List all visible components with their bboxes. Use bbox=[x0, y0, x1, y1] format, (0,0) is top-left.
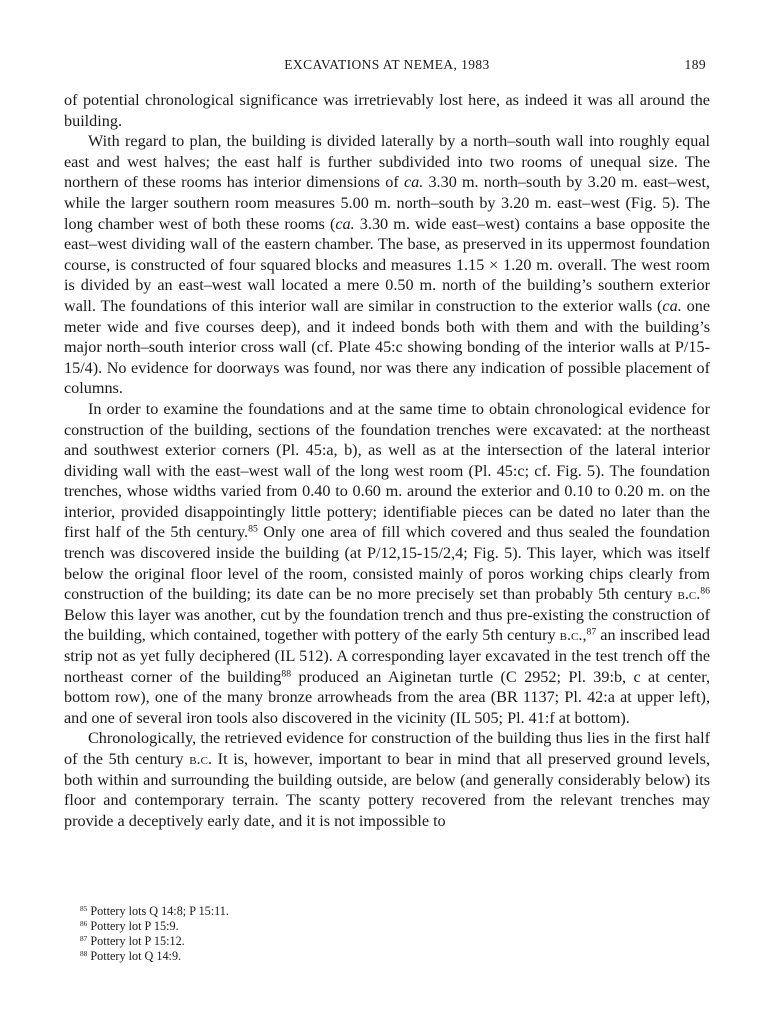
text-run: Below this layer was another, cut by the foundation trench and thus pre-existing the construction of the building, which contained, together with pottery of the early 5th century bbox=[64, 605, 710, 645]
text-run: 3.30 m. wide east–west) contains a base opposite the east–west dividing wall of the eastern chamber. The base, as preserved in its uppermost foundation course, is constructed of four squared blocks and measures 1.15 × 1.20 m. overall. The west room is divided by an east–west wall located a mere 0.50 m. north of the building’s southern exterior wall. The foundations of this interior wall are similar in construction to the exterior walls ( bbox=[64, 214, 710, 315]
footnotes bbox=[80, 904, 700, 964]
text-run: With regard to plan, the building is divided laterally by a north–south wall into roughly equal east and west halves; the east half is further subdivided into two rooms of unequal size. The northern of these rooms has interior dimensions of bbox=[64, 132, 710, 192]
italic-text: ca. bbox=[403, 173, 424, 192]
text-run: of potential chronological significance was irretrievably lost here, as indeed it was all around the building. bbox=[64, 91, 710, 130]
footnote-number: 86 bbox=[80, 918, 88, 928]
paragraph bbox=[64, 728, 710, 831]
footnote bbox=[80, 934, 700, 949]
footnote bbox=[80, 919, 700, 934]
text-run: an inscribed lead strip not as yet fully deciphered (IL 512). A corresponding layer excavated in the test trench off the northeast corner of the building bbox=[64, 626, 710, 686]
text-run: 3.30 m. north–south by 3.20 m. east–west, while the larger southern room measures 5.00 m. north–south by 3.20 m. east–west (Fig. 5). The long chamber west of both these rooms ( bbox=[64, 173, 710, 233]
paragraph bbox=[64, 90, 710, 131]
text-run: In order to examine the foundations and at the same time to obtain chronological evidence for construction of the building, sections of the foundation trenches were excavated: at the northeast and southwest exterior corners (Pl. 45:a, b), as well as at the intersection of the lateral interior dividing wall with the east–west wall of the long west room (Pl. 45:c; cf. Fig. 5). The foundation trenches, whose widths varied from 0.40 to 0.60 m. around the exterior and 0.10 to 0.20 m. on the interior, provided disappointingly little pottery; identifiable pieces can be dated no later than the first half of the 5th century. bbox=[64, 399, 710, 542]
small-caps-text: b.c. bbox=[559, 626, 583, 645]
paragraph bbox=[64, 131, 710, 399]
body-text bbox=[64, 90, 710, 831]
text-run: produced an Aiginetan turtle (C 2952; Pl. 39:b, c at center, bottom row), one of the many bronze arrowheads from the area (BR 1137; Pl. 42:a at upper left), and one of several iron tools also discovered in the vicinity (IL 505; Pl. 41:f at bottom). bbox=[64, 667, 710, 727]
footnote-ref: 87 bbox=[586, 627, 597, 639]
paragraph bbox=[64, 399, 710, 729]
footnote-text: Pottery lot P 15:9. bbox=[87, 919, 179, 933]
italic-text: ca. bbox=[662, 296, 682, 315]
text-run: Chronologically, the retrieved evidence for construction of the building thus lies in the first half of the 5th century bbox=[64, 729, 710, 768]
footnote-number: 87 bbox=[80, 933, 88, 943]
text-run: It is, however, important to bear in mind that all preserved ground levels, both within and surrounding the building outside, are below (and generally considerably below) its floor and contemporary terrain. The scanty pottery recovered from the relevant trenches may provide a deceptively early date, and it is not impossible to bbox=[64, 750, 711, 830]
page-number: 189 bbox=[684, 57, 706, 72]
footnote bbox=[80, 904, 700, 919]
running-header bbox=[64, 57, 710, 75]
footnote-text: Pottery lots Q 14:8; P 15:11. bbox=[87, 904, 229, 918]
footnote bbox=[80, 949, 700, 964]
small-caps-text: b.c. bbox=[677, 585, 701, 604]
text-run: , bbox=[582, 626, 587, 645]
footnote-ref: 88 bbox=[281, 668, 292, 680]
footnote-text: Pottery lot Q 14:9. bbox=[87, 949, 182, 963]
footnote-ref: 85 bbox=[248, 524, 258, 536]
footnote-number: 88 bbox=[80, 948, 88, 958]
running-title: EXCAVATIONS AT NEMEA, 1983 bbox=[284, 57, 490, 72]
footnote-text: Pottery lot P 15:12. bbox=[87, 934, 185, 948]
footnote-ref: 86 bbox=[700, 585, 710, 597]
footnote-number: 85 bbox=[80, 903, 88, 913]
text-run: Only one area of fill which covered and thus sealed the foundation trench was discovered inside the building (at P/12,15-15/2,4; Fig. 5). This layer, which was itself below the original floor level of the room, consisted mainly of poros working chips clearly from construction of the building; its date can be no more precisely set than probably 5th century bbox=[64, 523, 710, 604]
italic-text: ca. bbox=[335, 214, 355, 233]
small-caps-text: b.c. bbox=[189, 750, 212, 768]
text-run: one meter wide and five courses deep), and it indeed bonds both with them and with the building’s major north–south interior cross wall (cf. Plate 45:c showing bonding of the interior walls at P/15-15/4). No evidence for doorways was found, nor was there any indication of possible placement of columns. bbox=[64, 296, 711, 398]
